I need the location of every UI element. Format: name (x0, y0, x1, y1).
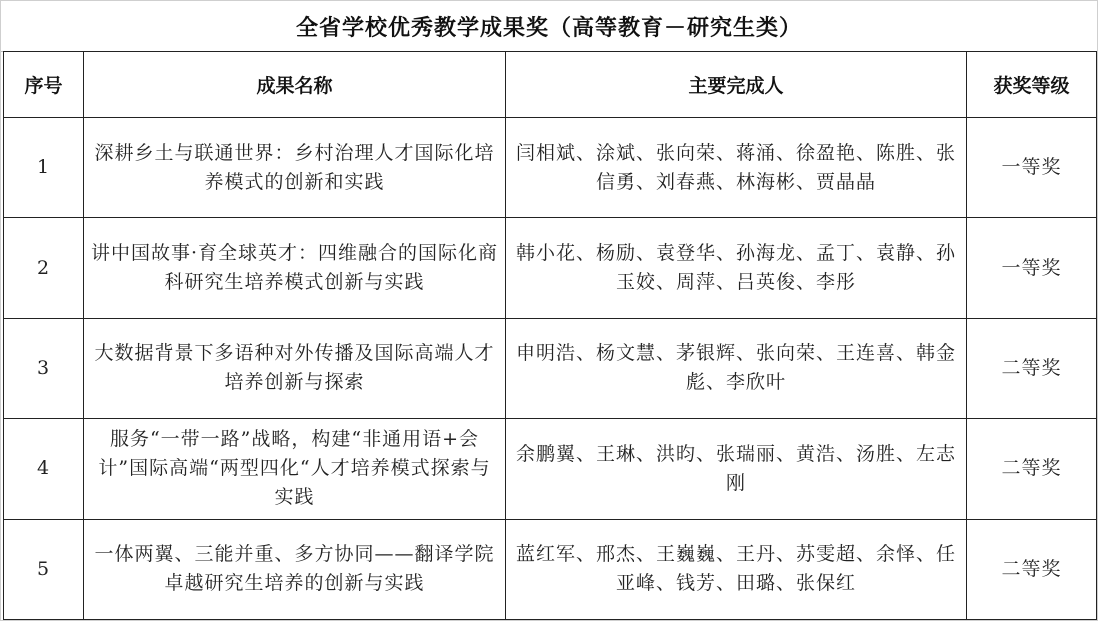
page-title: 全省学校优秀教学成果奖（高等教育－研究生类） (1, 1, 1097, 52)
header-seq: 序号 (4, 52, 84, 118)
row-name: 深耕乡土与联通世界：乡村治理人才国际化培养模式的创新和实践 (84, 118, 506, 218)
row-name: 一体两翼、三能并重、多方协同——翻译学院卓越研究生培养的创新与实践 (84, 519, 506, 619)
row-award: 二等奖 (967, 419, 1097, 519)
row-seq: 2 (4, 218, 84, 318)
row-seq: 1 (4, 118, 84, 218)
table-row (4, 419, 1097, 519)
row-seq: 3 (4, 318, 84, 418)
table-row (4, 318, 1097, 418)
row-award: 一等奖 (967, 218, 1097, 318)
row-people: 韩小花、杨励、袁登华、孙海龙、孟丁、袁静、孙玉姣、周萍、吕英俊、李彤 (506, 218, 967, 318)
row-name: 讲中国故事·育全球英才：四维融合的国际化商科研究生培养模式创新与实践 (84, 218, 506, 318)
table-header-row (4, 52, 1097, 118)
row-people: 蓝红军、邢杰、王巍巍、王丹、苏雯超、余怿、任亚峰、钱芳、田璐、张保红 (506, 519, 967, 619)
row-people: 申明浩、杨文慧、茅银辉、张向荣、王连喜、韩金彪、李欣叶 (506, 318, 967, 418)
row-people: 余鹏翼、王琳、洪昀、张瑞丽、黄浩、汤胜、左志刚 (506, 419, 967, 519)
row-award: 二等奖 (967, 519, 1097, 619)
row-award: 一等奖 (967, 118, 1097, 218)
table-row (4, 118, 1097, 218)
table-row (4, 218, 1097, 318)
table-row (4, 519, 1097, 619)
row-people: 闫相斌、涂斌、张向荣、蒋涌、徐盈艳、陈胜、张信勇、刘春燕、林海彬、贾晶晶 (506, 118, 967, 218)
header-people: 主要完成人 (506, 52, 967, 118)
header-name: 成果名称 (84, 52, 506, 118)
awards-table (3, 51, 1097, 620)
header-award: 获奖等级 (967, 52, 1097, 118)
row-award: 二等奖 (967, 318, 1097, 418)
row-seq: 5 (4, 519, 84, 619)
row-name: 大数据背景下多语种对外传播及国际高端人才培养创新与探索 (84, 318, 506, 418)
row-name: 服务“一带一路”战略，构建“非通用语+会计”国际高端“两型四化“人才培养模式探索与实践 (84, 419, 506, 519)
row-seq: 4 (4, 419, 84, 519)
